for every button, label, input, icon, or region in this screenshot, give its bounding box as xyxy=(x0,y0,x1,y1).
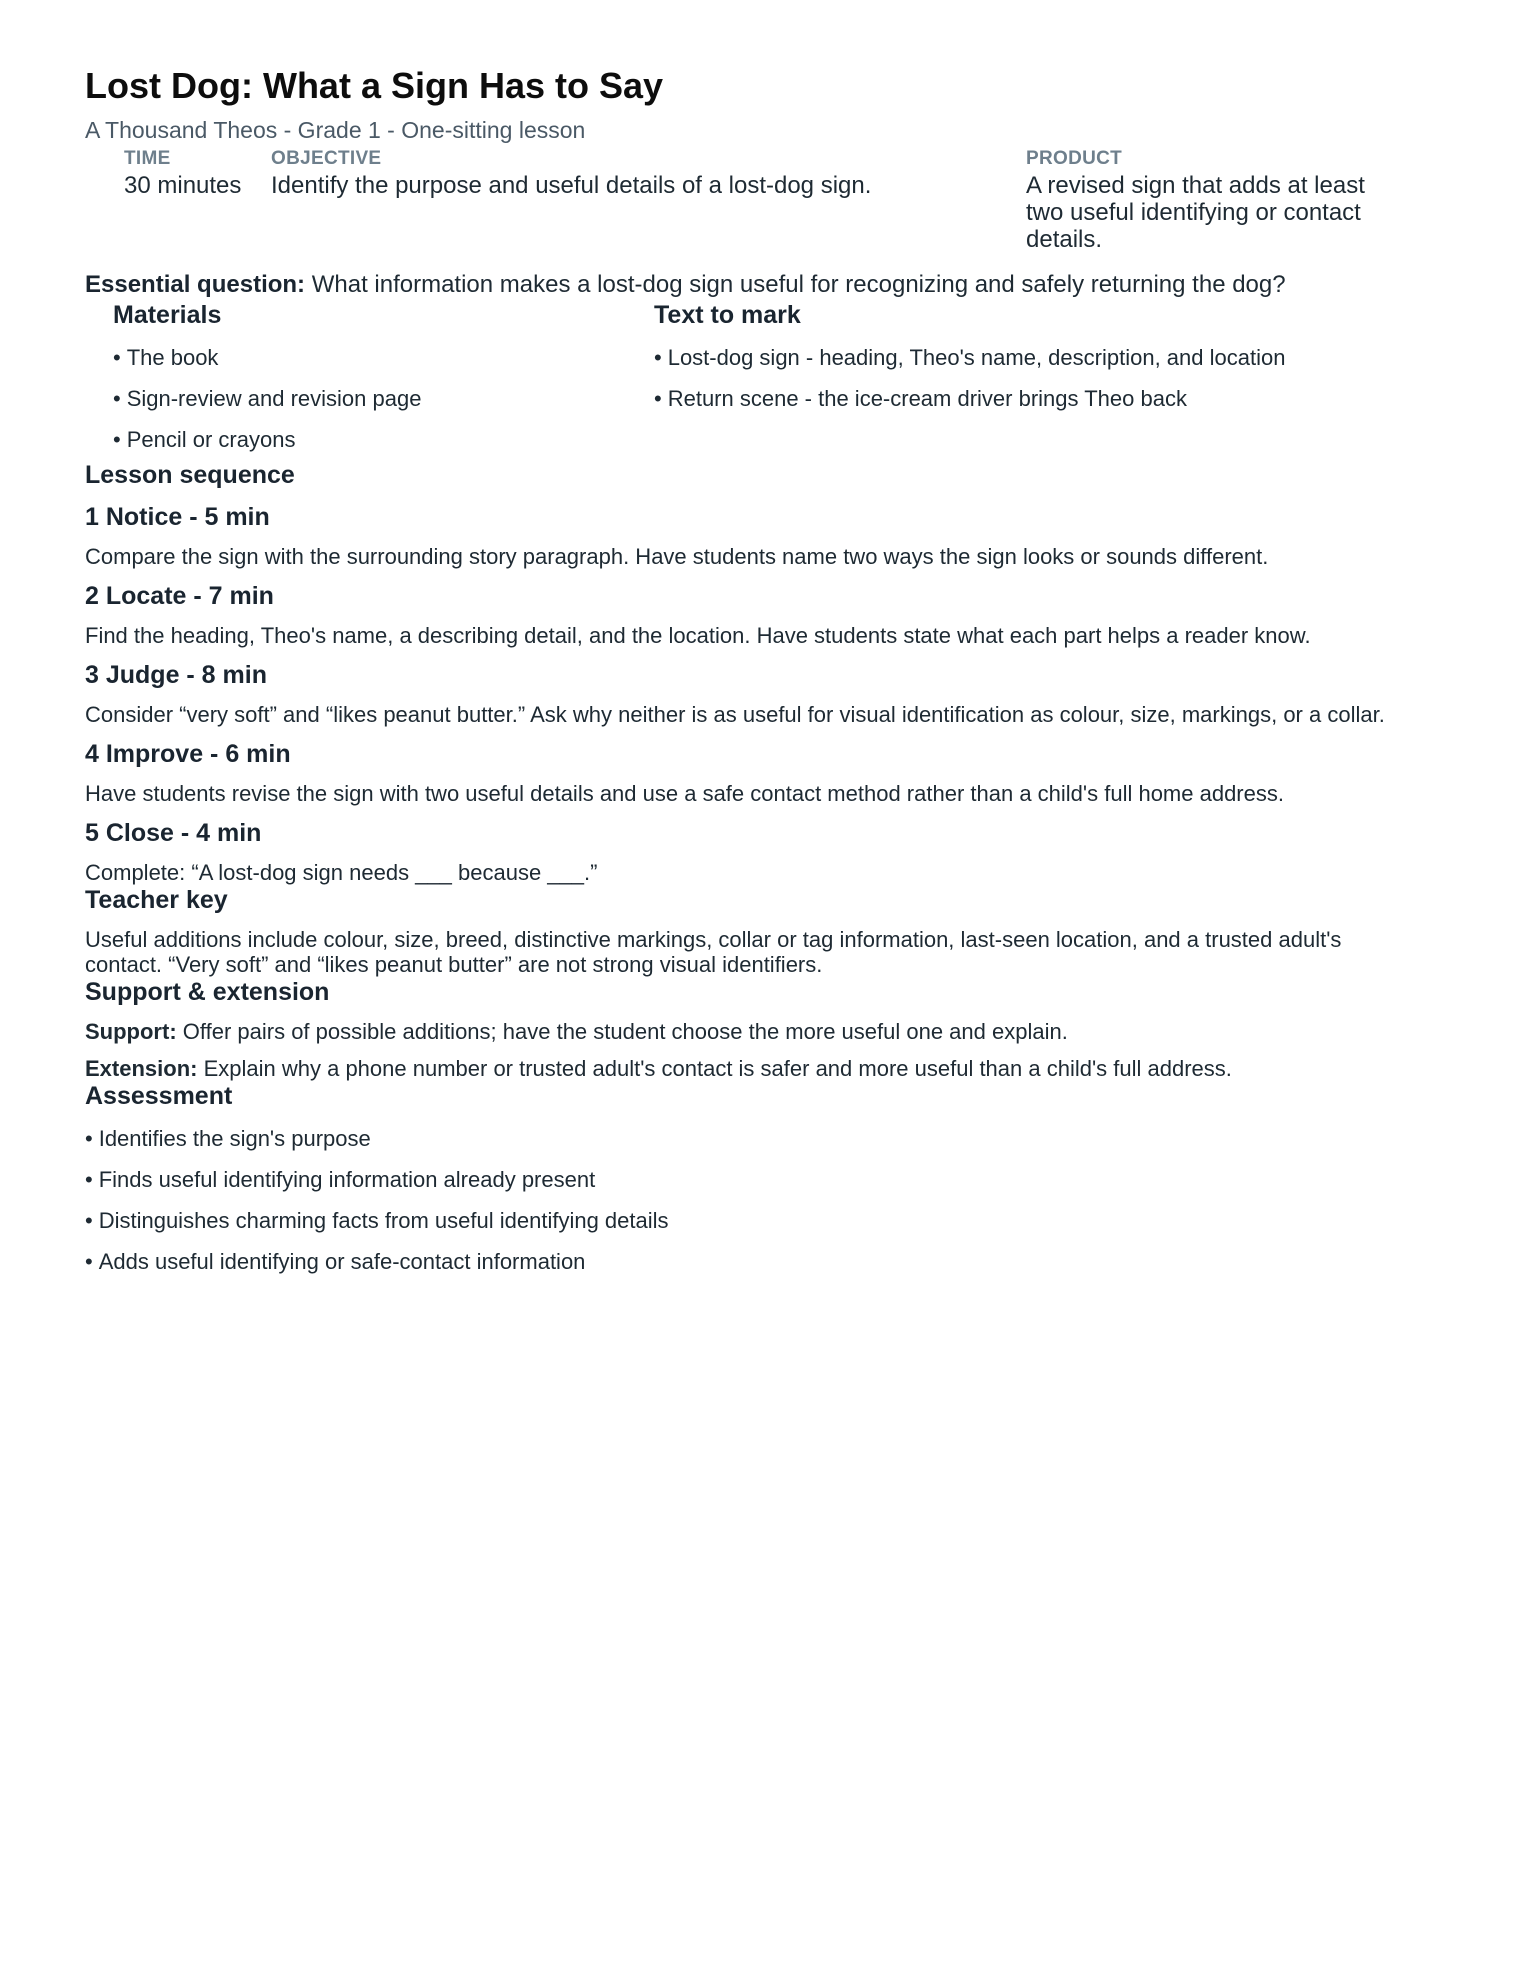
page-subtitle: A Thousand Theos - Grade 1 - One-sitting lesson xyxy=(85,117,586,143)
step-text: Consider “very soft” and “likes peanut butter.” Ask why neither is as useful for visual identification as colour, size, markings, or a collar. xyxy=(85,702,1385,727)
lesson-sequence-heading: Lesson sequence xyxy=(85,461,295,489)
step-title: 3 Judge - 8 min xyxy=(85,661,267,689)
support-extension-heading: Support & extension xyxy=(85,978,330,1006)
product-value: A revised sign that adds at least two useful identifying or contact details. xyxy=(1026,172,1365,253)
step-title: 4 Improve - 6 min xyxy=(85,740,291,768)
assessment-item: • Finds useful identifying information already present xyxy=(85,1167,596,1192)
step-text: Have students revise the sign with two useful details and use a safe contact method rather than a child's full home address. xyxy=(85,781,1284,806)
assessment-heading: Assessment xyxy=(85,1082,233,1110)
essential-question-text: What information makes a lost-dog sign useful for recognizing and safely returning the dog? xyxy=(311,271,1286,298)
text-to-mark-column xyxy=(654,300,1285,412)
assessment-item: • Adds useful identifying or safe-contact information xyxy=(85,1249,586,1274)
assessment xyxy=(85,1081,1415,1275)
teacher-key-heading: Teacher key xyxy=(85,886,228,914)
objective-label: OBJECTIVE xyxy=(271,148,382,169)
lesson-plan-page xyxy=(85,62,1415,1275)
extension-line xyxy=(85,1056,1415,1081)
materials-heading: Materials xyxy=(113,301,222,329)
step-text: Compare the sign with the surrounding story paragraph. Have students name two ways the sign looks or sounds different. xyxy=(85,544,1269,569)
support-label: Support: xyxy=(85,1019,177,1044)
time-value: 30 minutes xyxy=(124,172,242,199)
support-extension xyxy=(85,977,1415,1081)
lesson-sequence xyxy=(85,460,1415,885)
extension-text: Explain why a phone number or trusted adult's contact is safer and more useful than a child's full address. xyxy=(203,1056,1232,1081)
step-text: Find the heading, Theo's name, a describing detail, and the location. Have students state what each part helps a reader know. xyxy=(85,623,1311,648)
teacher-key-text: Useful additions include colour, size, breed, distinctive markings, collar or tag information, last-seen location, and a trusted adult's contact. “Very soft” and “likes peanut butter” are not strong visual identifiers. xyxy=(85,927,1342,977)
assessment-item: • Distinguishes charming facts from useful identifying details xyxy=(85,1208,669,1233)
text-to-mark-item: • Lost-dog sign - heading, Theo's name, description, and location xyxy=(654,345,1286,370)
support-text: Offer pairs of possible additions; have the student choose the more useful one and explain. xyxy=(182,1019,1068,1044)
step-title: 1 Notice - 5 min xyxy=(85,503,270,531)
text-to-mark-item: • Return scene - the ice-cream driver brings Theo back xyxy=(654,386,1187,411)
step-text: Complete: “A lost-dog sign needs ___ because ___.” xyxy=(85,860,598,885)
objective-value: Identify the purpose and useful details of a lost-dog sign. xyxy=(271,172,872,199)
text-to-mark-heading: Text to mark xyxy=(654,301,801,329)
objective-block xyxy=(271,148,871,199)
product-block xyxy=(1026,148,1406,253)
materials-column xyxy=(113,300,421,453)
support-line xyxy=(85,1019,1415,1044)
step-title: 2 Locate - 7 min xyxy=(85,582,274,610)
assessment-item: • Identifies the sign's purpose xyxy=(85,1126,371,1151)
materials-item: • Sign-review and revision page xyxy=(113,386,422,411)
lesson-meta xyxy=(85,148,1415,266)
product-label: PRODUCT xyxy=(1026,148,1123,169)
extension-label: Extension: xyxy=(85,1056,198,1081)
page-title: Lost Dog: What a Sign Has to Say xyxy=(85,65,664,106)
materials-item: • Pencil or crayons xyxy=(113,427,296,452)
step-title: 5 Close - 4 min xyxy=(85,819,262,847)
materials-and-text xyxy=(85,300,1415,460)
materials-item: • The book xyxy=(113,345,219,370)
time-label: TIME xyxy=(124,148,171,169)
essential-question-label: Essential question: xyxy=(85,271,306,298)
teacher-key xyxy=(85,885,1415,977)
time-block xyxy=(124,148,241,199)
essential-question xyxy=(85,270,1415,300)
